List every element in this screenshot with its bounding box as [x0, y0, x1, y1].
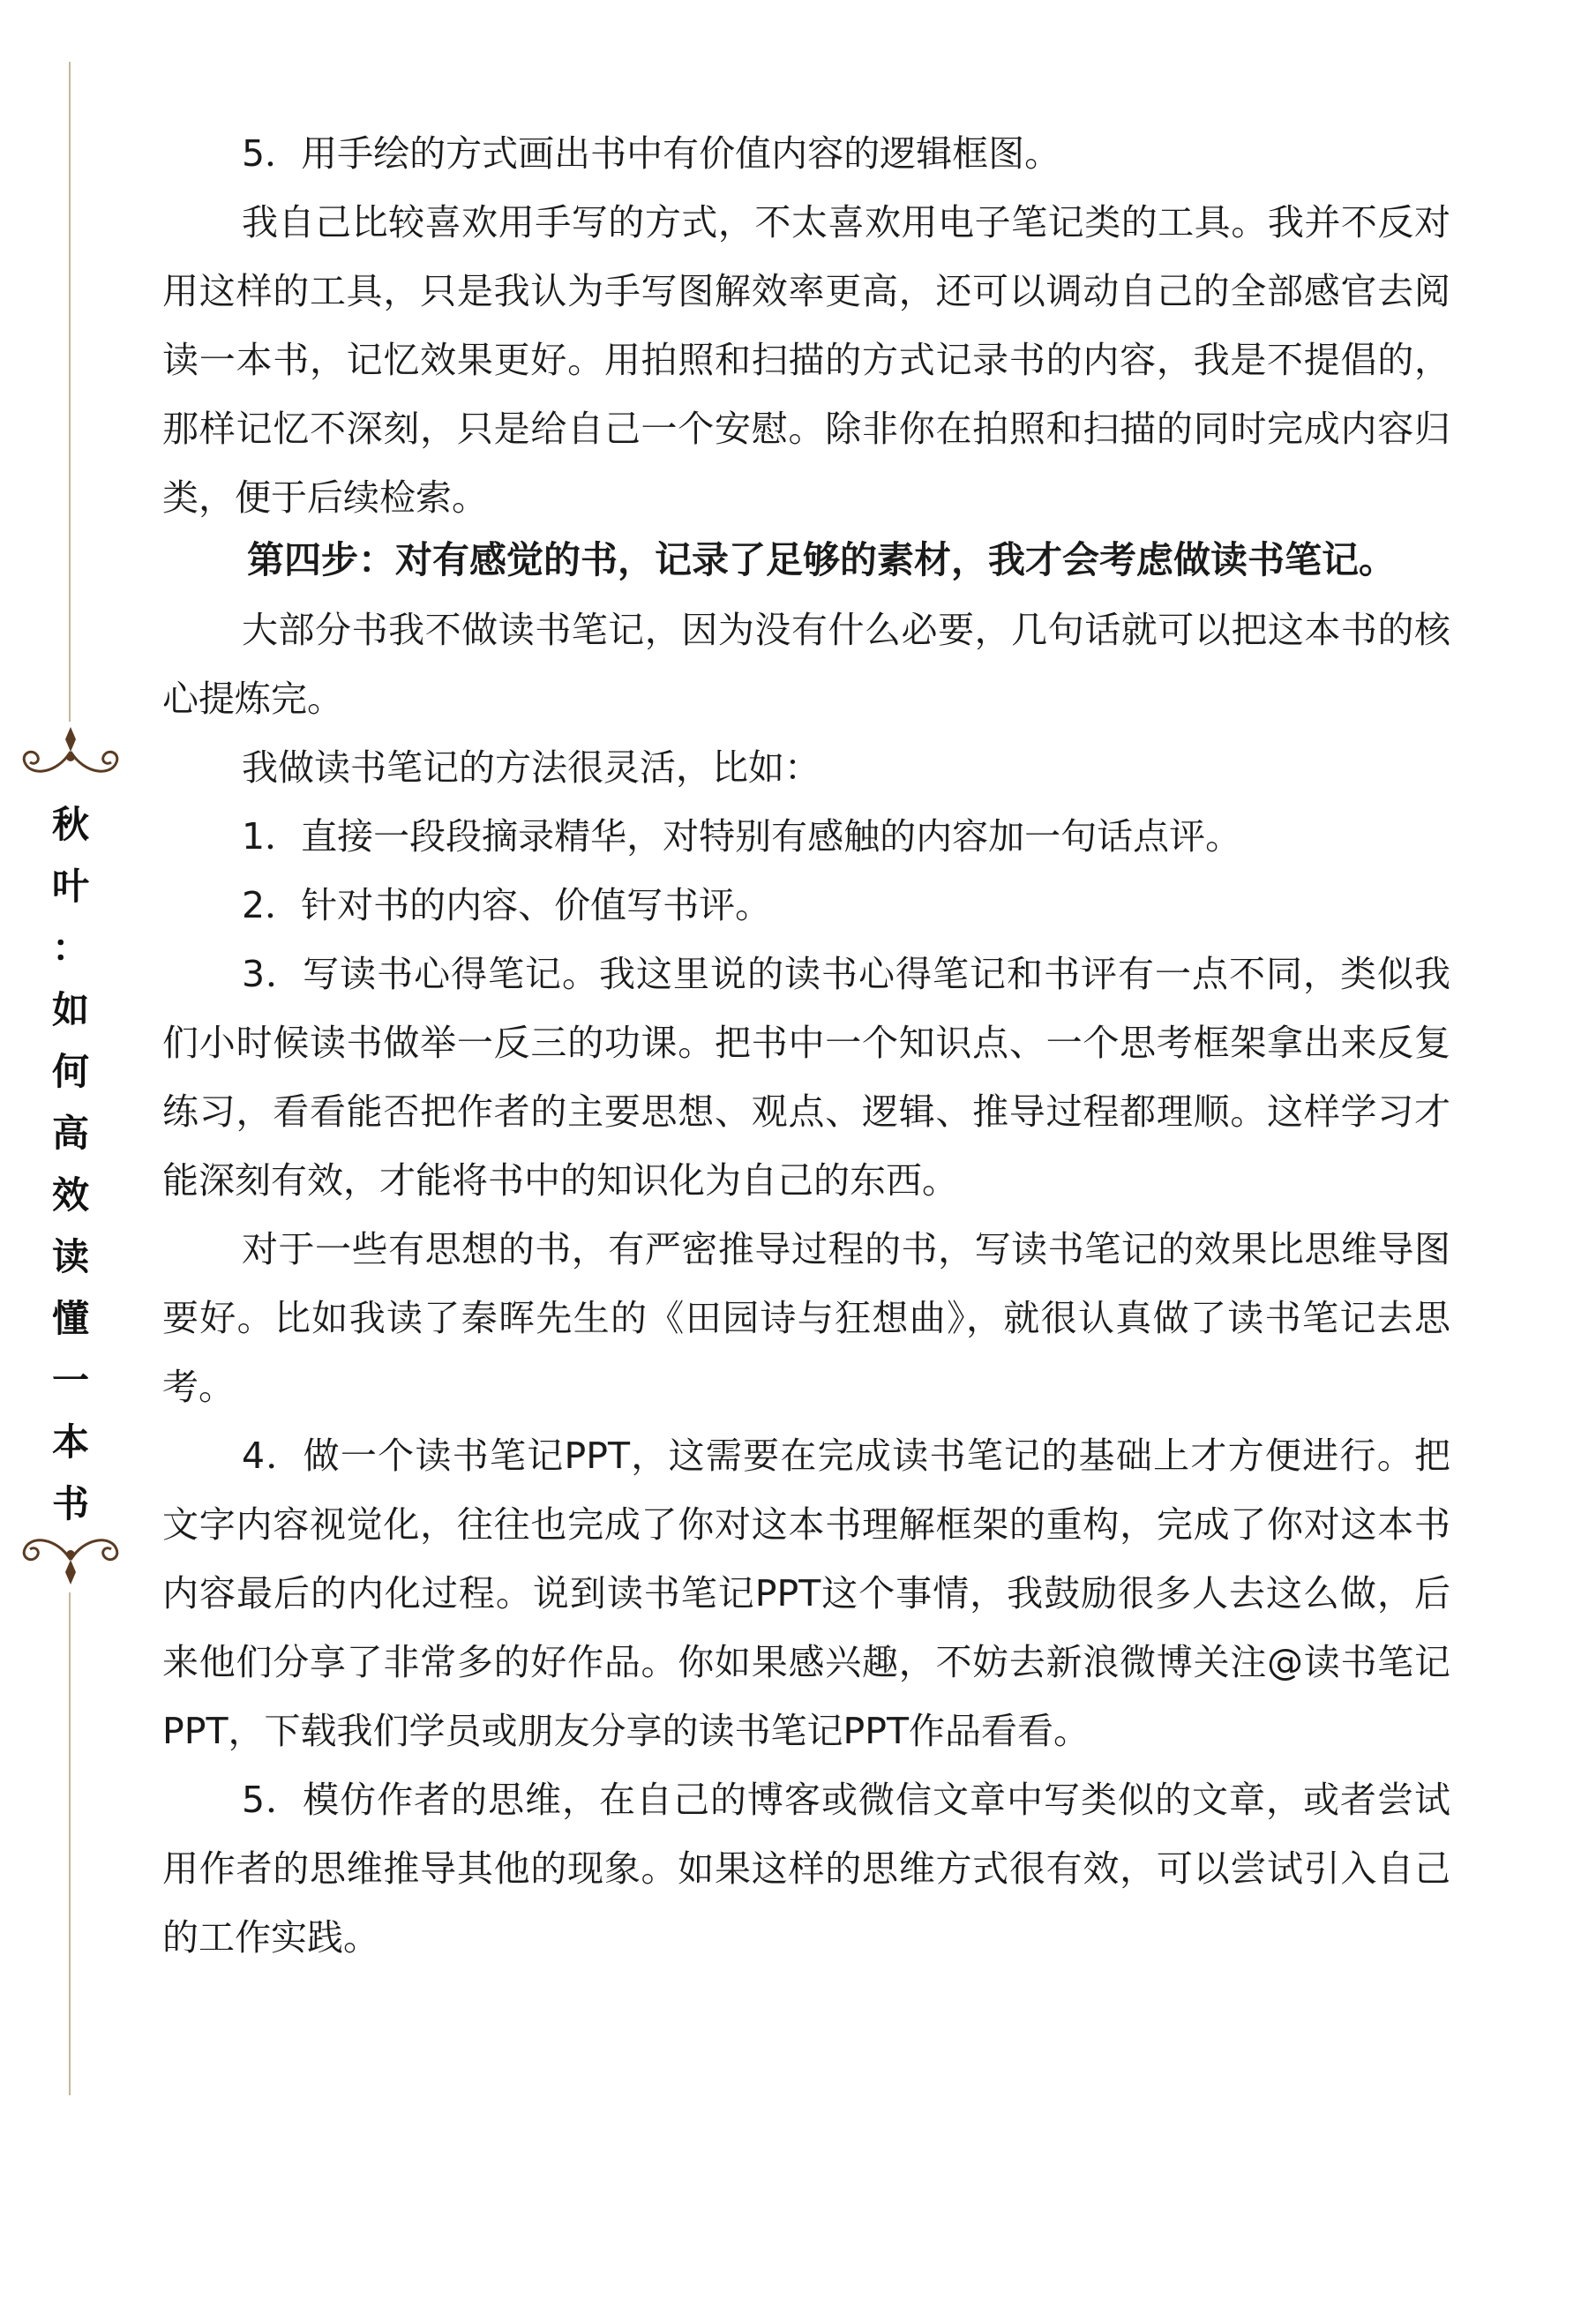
- paragraph-most-books: 大部分书我不做读书笔记，因为没有什么必要，几句话就可以把这本书的核心提炼完。: [162, 609, 1450, 720]
- list-item-1: 1．直接一段段摘录精华，对特别有感触的内容加一句话点评。: [242, 815, 1242, 858]
- title-char: 叶: [51, 865, 89, 908]
- paragraph-handwriting: 我自己比较喜欢用手写的方式，不太喜欢用电子笔记类的工具。我并不反对用这样的工具，只是我认为手写图解效率更高，还可以调动自己的全部感官去阅读一本书，记忆效果更好。用拍照和扫描的方式记录书的内容，我是不提倡的，那样记忆不深刻，只是给自己一个安慰。除非你在拍照和扫描的同时完成内容归类，便于后续检索。: [162, 201, 1450, 519]
- title-char: 读: [51, 1235, 89, 1278]
- paragraph-thoughtful-books: 对于一些有思想的书，有严密推导过程的书，写读书笔记的效果比思维导图要好。比如我读了秦晖先生的《田园诗与狂想曲》，就很认真做了读书笔记去思考。: [162, 1228, 1450, 1408]
- title-char: 懂: [51, 1297, 89, 1340]
- title-char: 如: [51, 988, 89, 1031]
- title-char: 本: [51, 1420, 89, 1464]
- list-item-4: 4．做一个读书笔记PPT，这需要在完成读书笔记的基础上才方便进行。把文字内容视觉化，往往也完成了你对这本书理解框架的重构，完成了你对这本书内容最后的内化过程。说到读书笔记PPT这个事情，我鼓励很多人去这么做，后来他们分享了非常多的好作品。你如果感兴趣，不妨去新浪微博关注@读书笔记PPT，下载我们学员或朋友分享的读书笔记PPT作品看看。: [162, 1435, 1450, 1752]
- page-body: [162, 119, 1450, 1972]
- title-char: 效: [51, 1173, 89, 1217]
- paragraph-methods-intro: 我做读书笔记的方法很灵活，比如：: [242, 746, 820, 789]
- title-char: ：: [51, 926, 89, 970]
- scroll-ornament-bottom-icon: [12, 1519, 129, 1590]
- list-item-3: 3．写读书心得笔记。我这里说的读书心得笔记和书评有一点不同，类似我们小时候读书做举一反三的功课。把书中一个知识点、一个思考框架拿出来反复练习，看看能否把作者的主要思想、观点、逻辑、推导过程都理顺。这样学习才能深刻有效，才能将书中的知识化为自己的东西。: [162, 953, 1450, 1202]
- side-rule-bottom: [69, 1592, 71, 2095]
- section-heading-step4: 第四步：对有感觉的书，记录了足够的素材，我才会考虑做读书笔记。: [247, 538, 1397, 581]
- list-item-2: 2．针对书的内容、价值写书评。: [242, 884, 772, 926]
- title-char: 书: [51, 1482, 89, 1525]
- scroll-ornament-top-icon: [12, 722, 129, 792]
- title-char: 秋: [51, 803, 89, 846]
- vertical-book-title: [44, 794, 97, 1535]
- side-rule-top: [69, 62, 71, 722]
- list-item-5: 5．模仿作者的思维，在自己的博客或微信文章中写类似的文章，或者尝试用作者的思维推导其他的现象。如果这样的思维方式很有效，可以尝试引入自己的工作实践。: [162, 1779, 1450, 1959]
- title-char: 高: [51, 1112, 89, 1155]
- title-char: 何: [51, 1050, 89, 1093]
- paragraph-step5-draw: 5．用手绘的方式画出书中有价值内容的逻辑框图。: [242, 132, 1061, 175]
- title-char: 一: [51, 1359, 89, 1402]
